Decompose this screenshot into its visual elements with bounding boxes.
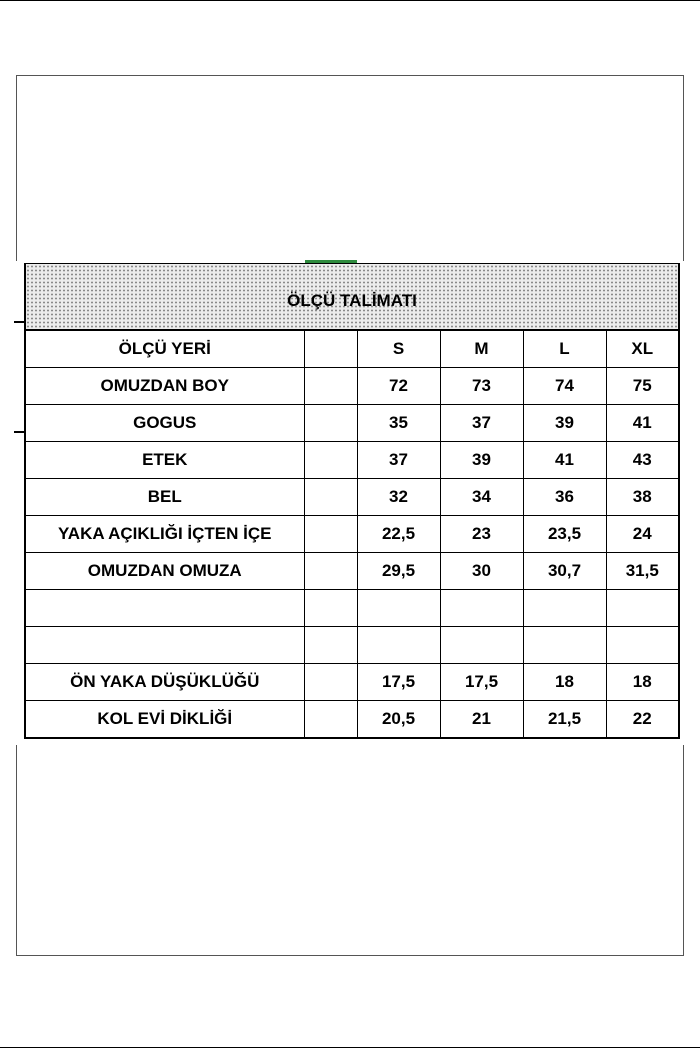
header-row xyxy=(25,330,679,368)
measurement-label: YAKA AÇIKLIĞI İÇTEN İÇE xyxy=(25,516,304,553)
blank-cell xyxy=(304,405,357,442)
size-value xyxy=(357,627,440,664)
size-value: 18 xyxy=(606,664,679,701)
measurement-label: ÖN YAKA DÜŞÜKLÜĞÜ xyxy=(25,664,304,701)
size-value: 23,5 xyxy=(523,516,606,553)
size-value: 18 xyxy=(523,664,606,701)
blank-cell xyxy=(304,479,357,516)
size-value: 17,5 xyxy=(357,664,440,701)
size-value xyxy=(440,590,523,627)
measurement-label: OMUZDAN OMUZA xyxy=(25,553,304,590)
measurement-label: OMUZDAN BOY xyxy=(25,368,304,405)
blank-cell xyxy=(304,627,357,664)
size-value xyxy=(523,590,606,627)
size-value: 32 xyxy=(357,479,440,516)
size-value: 35 xyxy=(357,405,440,442)
size-value: 29,5 xyxy=(357,553,440,590)
size-value: 22 xyxy=(606,701,679,739)
size-value xyxy=(440,627,523,664)
size-value: 73 xyxy=(440,368,523,405)
size-value: 37 xyxy=(440,405,523,442)
measurement-label xyxy=(25,590,304,627)
blank-cell xyxy=(304,368,357,405)
size-value: 23 xyxy=(440,516,523,553)
table-row xyxy=(25,553,679,590)
size-value: 39 xyxy=(440,442,523,479)
size-value: 37 xyxy=(357,442,440,479)
size-header: XL xyxy=(606,330,679,368)
size-value: 41 xyxy=(606,405,679,442)
blank-cell xyxy=(304,701,357,739)
size-value: 34 xyxy=(440,479,523,516)
bottom-edge-line xyxy=(0,1047,700,1048)
size-chart-table xyxy=(24,263,680,739)
blank-cell xyxy=(304,516,357,553)
size-value: 20,5 xyxy=(357,701,440,739)
size-value: 24 xyxy=(606,516,679,553)
measurement-header: ÖLÇÜ YERİ xyxy=(25,330,304,368)
size-value xyxy=(606,627,679,664)
measurement-label: GOGUS xyxy=(25,405,304,442)
blank-cell xyxy=(304,553,357,590)
size-value: 38 xyxy=(606,479,679,516)
table-row xyxy=(25,664,679,701)
size-value: 31,5 xyxy=(606,553,679,590)
top-edge-line xyxy=(0,0,700,1)
size-value xyxy=(523,627,606,664)
measurement-label: BEL xyxy=(25,479,304,516)
table-row xyxy=(25,479,679,516)
table-row xyxy=(25,701,679,739)
size-header: S xyxy=(357,330,440,368)
size-value: 21 xyxy=(440,701,523,739)
table-row xyxy=(25,627,679,664)
table-row xyxy=(25,516,679,553)
measurement-label: KOL EVİ DİKLİĞİ xyxy=(25,701,304,739)
size-value: 30,7 xyxy=(523,553,606,590)
size-value: 21,5 xyxy=(523,701,606,739)
size-value: 75 xyxy=(606,368,679,405)
size-value: 43 xyxy=(606,442,679,479)
table-title: ÖLÇÜ TALİMATI xyxy=(25,264,679,331)
blank-cell xyxy=(304,442,357,479)
frame-gap xyxy=(14,263,22,745)
size-value: 41 xyxy=(523,442,606,479)
table-row xyxy=(25,405,679,442)
blank-header xyxy=(304,330,357,368)
title-row xyxy=(25,264,679,331)
table-row xyxy=(25,442,679,479)
size-header: L xyxy=(523,330,606,368)
table-row xyxy=(25,368,679,405)
size-value: 72 xyxy=(357,368,440,405)
size-value: 17,5 xyxy=(440,664,523,701)
size-value xyxy=(606,590,679,627)
size-value: 74 xyxy=(523,368,606,405)
measurement-label: ETEK xyxy=(25,442,304,479)
size-value xyxy=(357,590,440,627)
size-value: 30 xyxy=(440,553,523,590)
blank-cell xyxy=(304,590,357,627)
size-value: 22,5 xyxy=(357,516,440,553)
size-value: 36 xyxy=(523,479,606,516)
blank-cell xyxy=(304,664,357,701)
size-header: M xyxy=(440,330,523,368)
size-value: 39 xyxy=(523,405,606,442)
table-row xyxy=(25,590,679,627)
measurement-label xyxy=(25,627,304,664)
